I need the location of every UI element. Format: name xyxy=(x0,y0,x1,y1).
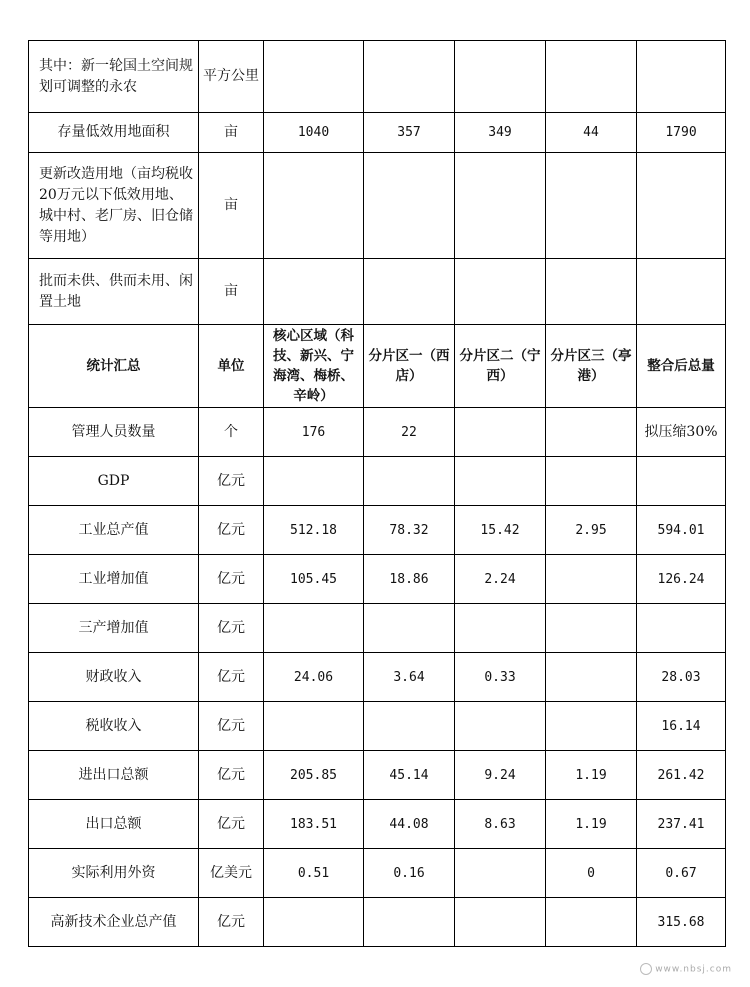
unit-cell: 亿元 xyxy=(199,457,264,506)
total-cell: 126.24 xyxy=(637,555,726,604)
total-cell: 1790 xyxy=(637,113,726,153)
row-label: 工业增加值 xyxy=(29,555,199,604)
core-area-cell xyxy=(264,41,364,113)
core-area-cell: 183.51 xyxy=(264,800,364,849)
unit-cell: 亿元 xyxy=(199,800,264,849)
zone-1-cell: 18.86 xyxy=(364,555,455,604)
unit-cell: 亿元 xyxy=(199,898,264,947)
row-label: 进出口总额 xyxy=(29,751,199,800)
zone-3-cell xyxy=(546,153,637,259)
zone-1-cell: 0.16 xyxy=(364,849,455,898)
core-area-cell xyxy=(264,259,364,325)
row-label: 实际利用外资 xyxy=(29,849,199,898)
watermark xyxy=(640,963,732,975)
zone-2-cell xyxy=(455,153,546,259)
core-area-cell xyxy=(264,898,364,947)
zone-1-cell xyxy=(364,604,455,653)
zone-2-cell xyxy=(455,898,546,947)
zone-3-cell xyxy=(546,555,637,604)
zone-2-cell xyxy=(455,408,546,457)
zone-3-cell xyxy=(546,604,637,653)
zone-2-cell xyxy=(455,702,546,751)
zone-2-cell xyxy=(455,849,546,898)
table-row xyxy=(29,604,726,653)
zone-1-cell xyxy=(364,41,455,113)
header-unit: 单位 xyxy=(199,325,264,408)
zone-3-cell xyxy=(546,653,637,702)
zone-1-cell: 357 xyxy=(364,113,455,153)
table-row xyxy=(29,259,726,325)
total-cell: 16.14 xyxy=(637,702,726,751)
header-zone-2: 分片区二（宁西） xyxy=(455,325,546,408)
zone-1-cell xyxy=(364,702,455,751)
unit-cell: 亿元 xyxy=(199,702,264,751)
unit-cell: 个 xyxy=(199,408,264,457)
zone-2-cell: 2.24 xyxy=(455,555,546,604)
table-row xyxy=(29,506,726,555)
unit-cell: 亿元 xyxy=(199,653,264,702)
core-area-cell xyxy=(264,604,364,653)
zone-3-cell: 2.95 xyxy=(546,506,637,555)
total-cell xyxy=(637,604,726,653)
total-cell: 315.68 xyxy=(637,898,726,947)
logo-icon xyxy=(640,963,652,975)
unit-cell: 亿元 xyxy=(199,506,264,555)
zone-1-cell: 22 xyxy=(364,408,455,457)
table-row xyxy=(29,113,726,153)
zone-3-cell: 1.19 xyxy=(546,800,637,849)
row-label: 财政收入 xyxy=(29,653,199,702)
zone-3-cell xyxy=(546,702,637,751)
total-cell: 261.42 xyxy=(637,751,726,800)
zone-3-cell xyxy=(546,259,637,325)
zone-2-cell xyxy=(455,41,546,113)
row-label: 更新改造用地（亩均税收20万元以下低效用地、城中村、老厂房、旧仓储等用地） xyxy=(29,153,199,259)
header-core-area: 核心区域（科技、新兴、宁海湾、梅桥、辛岭） xyxy=(264,325,364,408)
row-label: 出口总额 xyxy=(29,800,199,849)
row-label: 其中：新一轮国土空间规划可调整的永农 xyxy=(29,41,199,113)
table-row xyxy=(29,849,726,898)
unit-cell: 亩 xyxy=(199,113,264,153)
unit-cell: 亿美元 xyxy=(199,849,264,898)
unit-cell: 亿元 xyxy=(199,555,264,604)
zone-1-cell xyxy=(364,153,455,259)
zone-3-cell: 0 xyxy=(546,849,637,898)
header-zone-1: 分片区一（西店） xyxy=(364,325,455,408)
header-zone-3: 分片区三（亭港） xyxy=(546,325,637,408)
zone-2-cell xyxy=(455,604,546,653)
zone-2-cell xyxy=(455,259,546,325)
core-area-cell: 512.18 xyxy=(264,506,364,555)
table-row xyxy=(29,555,726,604)
zone-3-cell xyxy=(546,41,637,113)
watermark-text: www.nbsj.com xyxy=(655,964,732,975)
zone-1-cell: 3.64 xyxy=(364,653,455,702)
total-cell: 594.01 xyxy=(637,506,726,555)
unit-cell: 亿元 xyxy=(199,604,264,653)
total-cell xyxy=(637,457,726,506)
row-label: 工业总产值 xyxy=(29,506,199,555)
zone-3-cell xyxy=(546,457,637,506)
zone-2-cell: 349 xyxy=(455,113,546,153)
core-area-cell: 1040 xyxy=(264,113,364,153)
total-cell: 237.41 xyxy=(637,800,726,849)
table-row xyxy=(29,41,726,113)
unit-cell: 平方公里 xyxy=(199,41,264,113)
zone-2-cell: 0.33 xyxy=(455,653,546,702)
core-area-cell xyxy=(264,153,364,259)
table-row xyxy=(29,408,726,457)
stats-header-row xyxy=(29,325,726,408)
header-total: 整合后总量 xyxy=(637,325,726,408)
zone-3-cell xyxy=(546,898,637,947)
row-label: 高新技术企业总产值 xyxy=(29,898,199,947)
total-cell: 28.03 xyxy=(637,653,726,702)
core-area-cell xyxy=(264,702,364,751)
zone-1-cell xyxy=(364,898,455,947)
table-row xyxy=(29,898,726,947)
zone-1-cell: 44.08 xyxy=(364,800,455,849)
row-label: 存量低效用地面积 xyxy=(29,113,199,153)
row-label: 三产增加值 xyxy=(29,604,199,653)
total-cell: 拟压缩30% xyxy=(637,408,726,457)
core-area-cell: 105.45 xyxy=(264,555,364,604)
row-label: 税收收入 xyxy=(29,702,199,751)
core-area-cell: 0.51 xyxy=(264,849,364,898)
unit-cell: 亩 xyxy=(199,259,264,325)
zone-1-cell: 78.32 xyxy=(364,506,455,555)
unit-cell: 亩 xyxy=(199,153,264,259)
total-cell xyxy=(637,259,726,325)
core-area-cell: 24.06 xyxy=(264,653,364,702)
header-label: 统计汇总 xyxy=(29,325,199,408)
core-area-cell xyxy=(264,457,364,506)
zone-1-cell xyxy=(364,259,455,325)
zone-2-cell: 15.42 xyxy=(455,506,546,555)
zone-1-cell xyxy=(364,457,455,506)
zone-2-cell: 8.63 xyxy=(455,800,546,849)
total-cell xyxy=(637,41,726,113)
table-row xyxy=(29,153,726,259)
data-table xyxy=(28,40,726,947)
table-row xyxy=(29,702,726,751)
unit-cell: 亿元 xyxy=(199,751,264,800)
core-area-cell: 176 xyxy=(264,408,364,457)
table-row xyxy=(29,800,726,849)
row-label: 管理人员数量 xyxy=(29,408,199,457)
zone-2-cell: 9.24 xyxy=(455,751,546,800)
zone-3-cell: 1.19 xyxy=(546,751,637,800)
table-row xyxy=(29,653,726,702)
total-cell xyxy=(637,153,726,259)
table-row xyxy=(29,751,726,800)
row-label: 批而未供、供而未用、闲置土地 xyxy=(29,259,199,325)
zone-3-cell: 44 xyxy=(546,113,637,153)
row-label: GDP xyxy=(29,457,199,506)
total-cell: 0.67 xyxy=(637,849,726,898)
zone-2-cell xyxy=(455,457,546,506)
zone-1-cell: 45.14 xyxy=(364,751,455,800)
core-area-cell: 205.85 xyxy=(264,751,364,800)
table-row xyxy=(29,457,726,506)
zone-3-cell xyxy=(546,408,637,457)
